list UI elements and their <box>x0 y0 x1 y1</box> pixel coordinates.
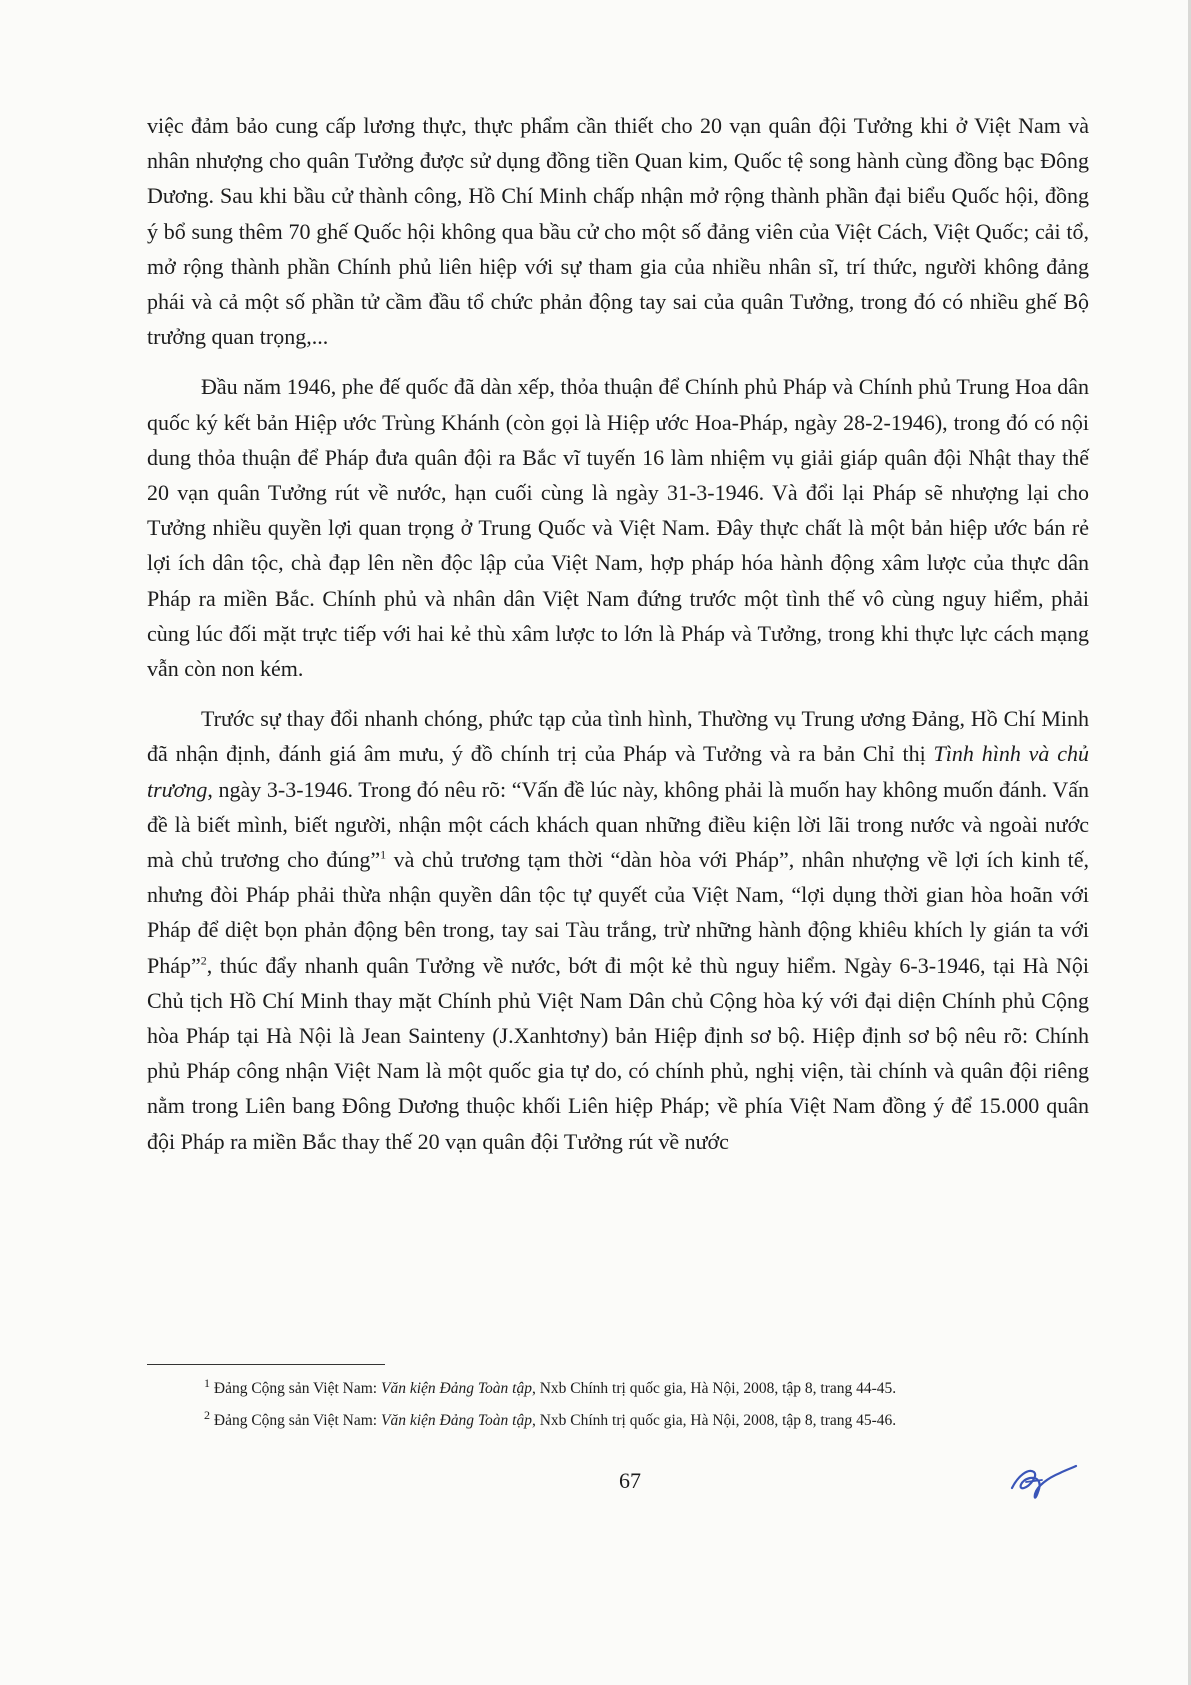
paragraph-3 <box>147 701 1089 1159</box>
footnote-author: Đảng Cộng sản Việt Nam: <box>213 1412 381 1429</box>
footnote-mark: 1 <box>204 1375 210 1390</box>
directive-title: Tình hình và chủ trương <box>147 741 1089 802</box>
paragraph-1: việc đảm bảo cung cấp lương thực, thực phẩm cần thiết cho 20 vạn quân đội Tưởng khi ở Việt Nam và nhân nhượng cho quân Tưởng được sử dụng đồng tiền Quan kim, Quốc tệ song hành cùng đồng bạc Đông Dương. Sau khi bầu cử thành công, Hồ Chí Minh chấp nhận mở rộng thành phần đại biểu Quốc hội, đồng ý bổ sung thêm 70 ghế Quốc hội không qua bầu cử cho một số đảng viên của Việt Cách, Việt Quốc; cải tổ, mở rộng thành phần Chính phủ liên hiệp với sự tham gia của nhiều nhân sĩ, trí thức, người không đảng phái và cả một số phần tử cầm đầu tổ chức phản động tay sai của quân Tưởng, trong đó có nhiều ghế Bộ trưởng quan trọng,... <box>147 113 1089 350</box>
footnote-source-title: Văn kiện Đảng Toàn tập <box>380 1380 532 1397</box>
paragraph-3-part-3: và chủ trương tạm thời “dàn hòa với Pháp”, nhân nhượng về lợi ích kinh tế, nhưng đòi Pháp phải thừa nhận quyền dân tộc tự quyết của Việt Nam, “lợi dụng thời gian hòa hoãn với Pháp để diệt bọn phản động bên trong, tay sai Tàu trắng, trừ những hành động khiêu khích ly gián ta với Pháp” <box>147 847 1089 978</box>
page-number: 67 <box>619 1468 641 1493</box>
footnote-source-title: Văn kiện Đảng Toàn tập <box>380 1412 532 1429</box>
paragraph-2: Đầu năm 1946, phe đế quốc đã dàn xếp, thỏa thuận để Chính phủ Pháp và Chính phủ Trung Hoa dân quốc ký kết bản Hiệp ước Trùng Khánh (còn gọi là Hiệp ước Hoa-Pháp, ngày 28-2-1946), trong đó có nội dung thỏa thuận để Pháp đưa quân đội ra Bắc vĩ tuyến 16 làm nhiệm vụ giải giáp quân đội Nhật thay thế 20 vạn quân Tưởng rút về nước, hạn cuối cùng là ngày 31-3-1946. Và đổi lại Pháp sẽ nhượng lại cho Tưởng nhiều quyền lợi quan trọng ở Trung Quốc và Việt Nam. Đây thực chất là một bản hiệp ước bán rẻ lợi ích dân tộc, chà đạp lên nền độc lập của Việt Nam, hợp pháp hóa hành động xâm lược của thực dân Pháp ra miền Bắc. Chính phủ và nhân dân Việt Nam đứng trước một tình thế vô cùng nguy hiểm, phải cùng lúc đối mặt trực tiếp với hai kẻ thù xâm lược to lớn là Pháp và Tưởng, trong khi thực lực cách mạng vẫn còn non kém. <box>147 374 1089 682</box>
footnote-mark: 2 <box>204 1407 210 1422</box>
footnote-publication: , Nxb Chính trị quốc gia, Hà Nội, 2008, tập 8, trang 44-45. <box>531 1380 897 1397</box>
paragraph-3-part-1: Trước sự thay đổi nhanh chóng, phức tạp của tình hình, Thường vụ Trung ương Đảng, Hồ Chí Minh đã nhận định, đánh giá âm mưu, ý đồ chính trị của Pháp và Tưởng và ra bản Chỉ thị <box>147 706 1089 767</box>
footnote-1 <box>152 1373 1089 1405</box>
footnote-publication: , Nxb Chính trị quốc gia, Hà Nội, 2008, tập 8, trang 45-46. <box>531 1412 897 1429</box>
paragraph-3-part-4: , thúc đẩy nhanh quân Tưởng về nước, bớt đi một kẻ thù nguy hiểm. Ngày 6-3-1946, tại Hà Nội Chủ tịch Hồ Chí Minh thay mặt Chính phủ Việt Nam Dân chủ Cộng hòa ký với đại diện Chính phủ Cộng hòa Pháp tại Hà Nội là Jean Sainteny (J.Xanhtơny) bản Hiệp định sơ bộ. Hiệp định sơ bộ nêu rõ: Chính phủ Pháp công nhận Việt Nam là một quốc gia tự do, có chính phủ, nghị viện, tài chính và quân đội riêng nằm trong Liên bang Đông Dương thuộc khối Liên hiệp Pháp; về phía Việt Nam đồng ý để 15.000 quân đội Pháp ra miền Bắc thay thế 20 vạn quân đội Tưởng rút về nước <box>147 952 1089 1154</box>
paragraph-3-part-2: , ngày 3-3-1946. Trong đó nêu rõ: “Vấn đề lúc này, không phải là muốn hay không muốn đánh. Vấn đề là biết mình, biết người, nhận một cách khách quan những điều kiện lời lãi trong nước và ngoài nước mà chủ trương cho đúng” <box>147 776 1089 873</box>
footnote-ref-2[interactable]: 2 <box>200 953 207 968</box>
footnote-author: Đảng Cộng sản Việt Nam: <box>213 1380 381 1397</box>
footnote-divider <box>147 1364 385 1365</box>
footnotes <box>152 1373 1089 1437</box>
footnote-ref-1[interactable]: 1 <box>380 847 387 862</box>
footnote-2 <box>152 1405 1089 1437</box>
signature-icon <box>1008 1458 1080 1502</box>
body-text <box>147 108 1089 1159</box>
